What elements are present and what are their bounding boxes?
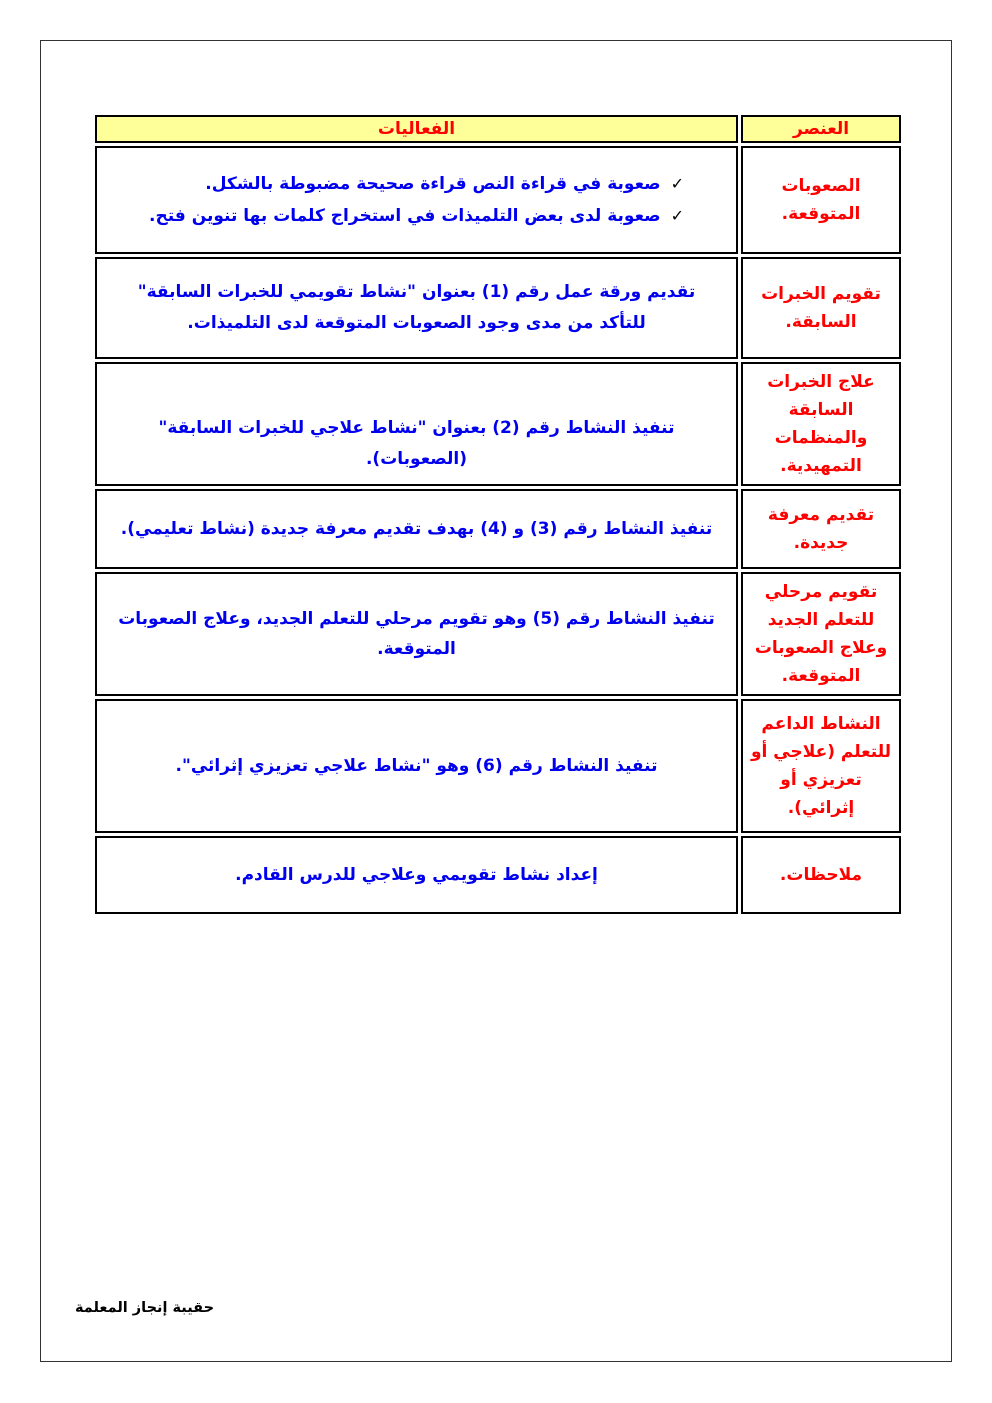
check-list: [149, 168, 684, 233]
element-cell: تقويم الخبرات السابقة.: [741, 257, 901, 359]
check-item: [149, 200, 684, 232]
header-element: العنصر: [741, 115, 901, 143]
element-cell: النشاط الداعم للتعلم (علاجي أو تعزيزي أو إثرائي).: [741, 699, 901, 833]
check-item-text: صعوبة لدى بعض التلميذات في استخراج كلمات بها تنوين فتح.: [149, 206, 661, 226]
page-footer: حقيبة إنجاز المعلمة: [75, 1300, 215, 1316]
header-activities: الفعاليات: [95, 115, 738, 143]
table-header-row: [95, 115, 901, 143]
check-item-text: صعوبة في قراءة النص قراءة صحيحة مضبوطة بالشكل.: [205, 173, 661, 194]
table-row: [95, 489, 901, 569]
checkmark-icon: ✓: [670, 206, 684, 225]
table-row: [95, 257, 901, 359]
table-row: [95, 699, 901, 833]
check-item: [149, 168, 684, 200]
activity-cell: إعداد نشاط تقويمي وعلاجي للدرس القادم.: [95, 836, 738, 914]
element-cell: تقديم معرفة جديدة.: [741, 489, 901, 569]
activity-cell: تنفيذ النشاط رقم (6) وهو "نشاط علاجي تعزيزي إثرائي".: [95, 699, 738, 833]
activity-cell: تقديم ورقة عمل رقم (1) بعنوان "نشاط تقويمي للخبرات السابقة" للتأكد من مدى وجود الصعوبات المتوقعة لدى التلميذات.: [95, 257, 738, 359]
activity-cell: تنفيذ النشاط رقم (5) وهو تقويم مرحلي للتعلم الجديد، وعلاج الصعوبات المتوقعة.: [95, 572, 738, 696]
activity-cell: [95, 146, 738, 254]
table-row: [95, 146, 901, 254]
table-row: [95, 572, 901, 696]
checkmark-icon: ✓: [670, 173, 684, 193]
table-row: [95, 362, 901, 486]
activity-cell: تنفيذ النشاط رقم (2) بعنوان "نشاط علاجي للخبرات السابقة" (الصعوبات).: [95, 362, 738, 486]
element-cell: الصعوبات المتوقعة.: [741, 146, 901, 254]
lesson-plan-table: [92, 112, 904, 917]
element-cell: تقويم مرحلي للتعلم الجديد وعلاج الصعوبات المتوقعة.: [741, 572, 901, 696]
element-cell: علاج الخبرات السابقة والمنظمات التمهيدية.: [741, 362, 901, 486]
table-row: [95, 836, 901, 914]
activity-cell: تنفيذ النشاط رقم (3) و (4) بهدف تقديم معرفة جديدة (نشاط تعليمي).: [95, 489, 738, 569]
element-cell: ملاحظات.: [741, 836, 901, 914]
